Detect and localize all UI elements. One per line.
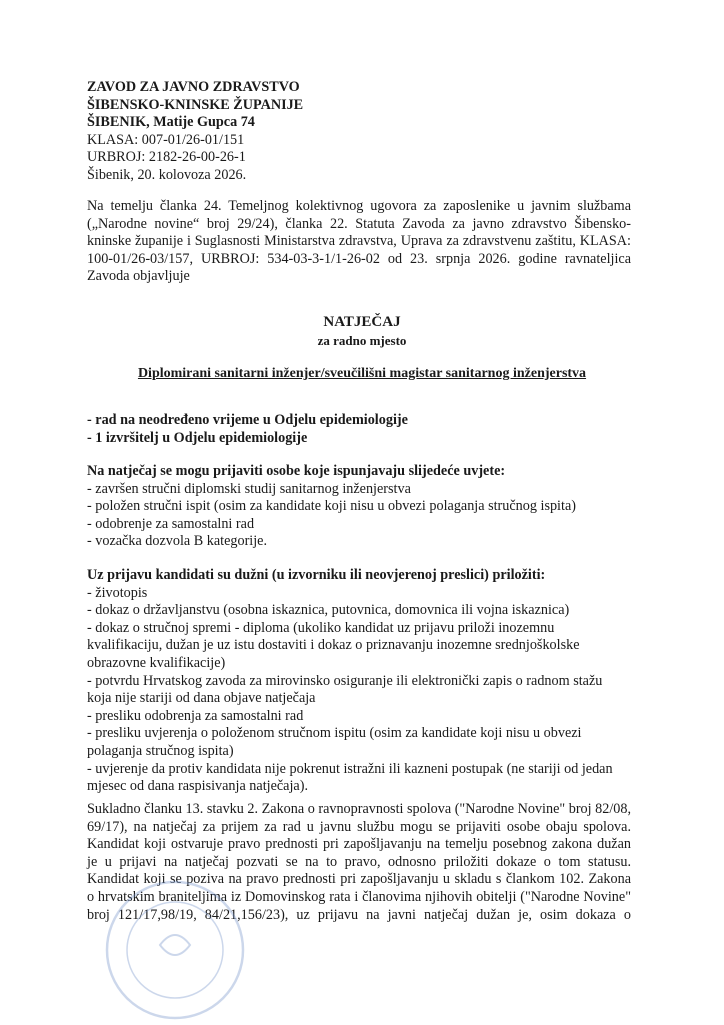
condition-item: - završen stručni diplomski studij sanitarnog inženjerstva (87, 480, 411, 497)
document-line: - presliku uvjerenja o položenom stručnom ispitu (osim za kandidate koji nisu u obvezi (87, 725, 582, 742)
org-address: ŠIBENIK, Matije Gupca 74 (87, 114, 255, 131)
position-details (87, 412, 631, 447)
place-date: Šibenik, 20. kolovoza 2026. (87, 166, 247, 183)
document-line: kvalifikaciju, dužan je uz istu dostaviti i dokaz o priznavanju inozemne srednjoškolske (87, 637, 580, 654)
document-line: - dokaz o državljanstvu (osobna iskaznica, putovnica, domovnica ili vojna iskaznica) (87, 602, 570, 619)
documents-heading: Uz prijavu kandidati su dužni (u izvorniku ili neovjerenoj preslici) priložiti: (87, 567, 546, 583)
document-line: polaganja stručnog ispita) (87, 742, 234, 759)
urbroj-number: URBROJ: 2182-26-00-26-1 (87, 149, 246, 166)
official-stamp-icon (100, 875, 250, 1025)
document-line: - potvrdu Hrvatskog zavoda za mirovinsko osiguranje ili elektronički zapis o radnom stažu (87, 672, 603, 689)
intro-line: („Narodne novine“ broj 29/24), članka 22. Statuta Zavoda za javno zdravstvo Šibensko- (87, 215, 631, 232)
condition-item: - odobrenje za samostalni rad (87, 515, 255, 532)
document-line: - dokaz o stručnoj spremi - diploma (ukoliko kandidat uz prijavu priloži inozemnu (87, 619, 555, 636)
closing-line: o hrvatskim braniteljima iz Domovinskog rata i članovima njihovih obitelji ("Narodne Novine" (87, 888, 631, 905)
condition-item: - položen stručni ispit (osim za kandidate koji nisu u obvezi polaganja stručnog ispita) (87, 498, 576, 515)
document-subtitle: za radno mjesto (317, 333, 407, 348)
position-detail: - rad na neodređeno vrijeme u Odjelu epidemiologije (87, 412, 408, 428)
intro-line: kninske županije i Suglasnosti Ministarstva zdravstva, Uprava za zdravstvenu zaštitu, KLASA: (87, 233, 631, 250)
document-line: mjesec od dana raspisivanja natječaja). (87, 778, 308, 795)
document-line: obrazovne kvalifikacije) (87, 654, 226, 671)
org-name-line2: ŠIBENSKO-KNINSKE ŽUPANIJE (87, 96, 304, 113)
intro-line: Na temelju članka 24. Temeljnog kolektivnog ugovora za zaposlenike u javnim službama (87, 198, 631, 214)
org-name-line1: ZAVOD ZA JAVNO ZDRAVSTVO (87, 79, 300, 95)
document-line: koja nije stariji od dana objave natječaja (87, 690, 316, 707)
position-title: Diplomirani sanitarni inženjer/sveučilišni magistar sanitarnog inženjerstva (137, 366, 587, 381)
document-line: - životopis (87, 584, 148, 601)
intro-line: Zavoda objavljuje (87, 268, 190, 285)
conditions-heading: Na natječaj se mogu prijaviti osobe koje ispunjavaju slijedeće uvjete: (87, 463, 506, 479)
document-line: - presliku odobrenja za samostalni rad (87, 707, 304, 724)
documents-section (87, 567, 631, 796)
closing-line: je u prijavi na natječaj pozvati se na to pravo, odnosno priložiti dokaze o tom statusu. (87, 853, 631, 870)
conditions-section (87, 463, 631, 551)
intro-line: 100-01/26-03/157, URBROJ: 534-03-3-1/1-26-02 od 23. srpnja 2026. godine ravnateljica (87, 250, 631, 267)
document-line: - uvjerenje da protiv kandidata nije pokrenut istražni ili kazneni postupak (ne stariji od jedan (87, 760, 613, 777)
closing-line: Sukladno članku 13. stavku 2. Zakona o ravnopravnosti spolova ("Narodne Novine" broj 82/08, (87, 801, 631, 817)
closing-line: Kandidat koji ostvaruje pravo prednosti pri zapošljavanju na temelju posebnog zakona dužan (87, 836, 631, 853)
document-title: NATJEČAJ (323, 314, 401, 330)
closing-line: Kandidat koji se poziva na pravo prednosti pri zapošljavanju u skladu s člankom 102. Zakona (87, 871, 631, 888)
intro-paragraph (87, 198, 631, 286)
closing-line: 69/17), na natječaj za prijem za rad u javnu službu mogu se prijaviti osobe obaju spolova. (87, 818, 631, 835)
letterhead (87, 79, 303, 185)
position-detail: - 1 izvršitelj u Odjelu epidemiologije (87, 429, 308, 446)
klasa-number: KLASA: 007-01/26-01/151 (87, 131, 245, 148)
closing-line: broj 121/17,98/19, 84/21,156/23), uz prijavu na javni natječaj dužan je, osim dokaza o (87, 906, 631, 923)
condition-item: - vozačka dozvola B kategorije. (87, 533, 268, 550)
